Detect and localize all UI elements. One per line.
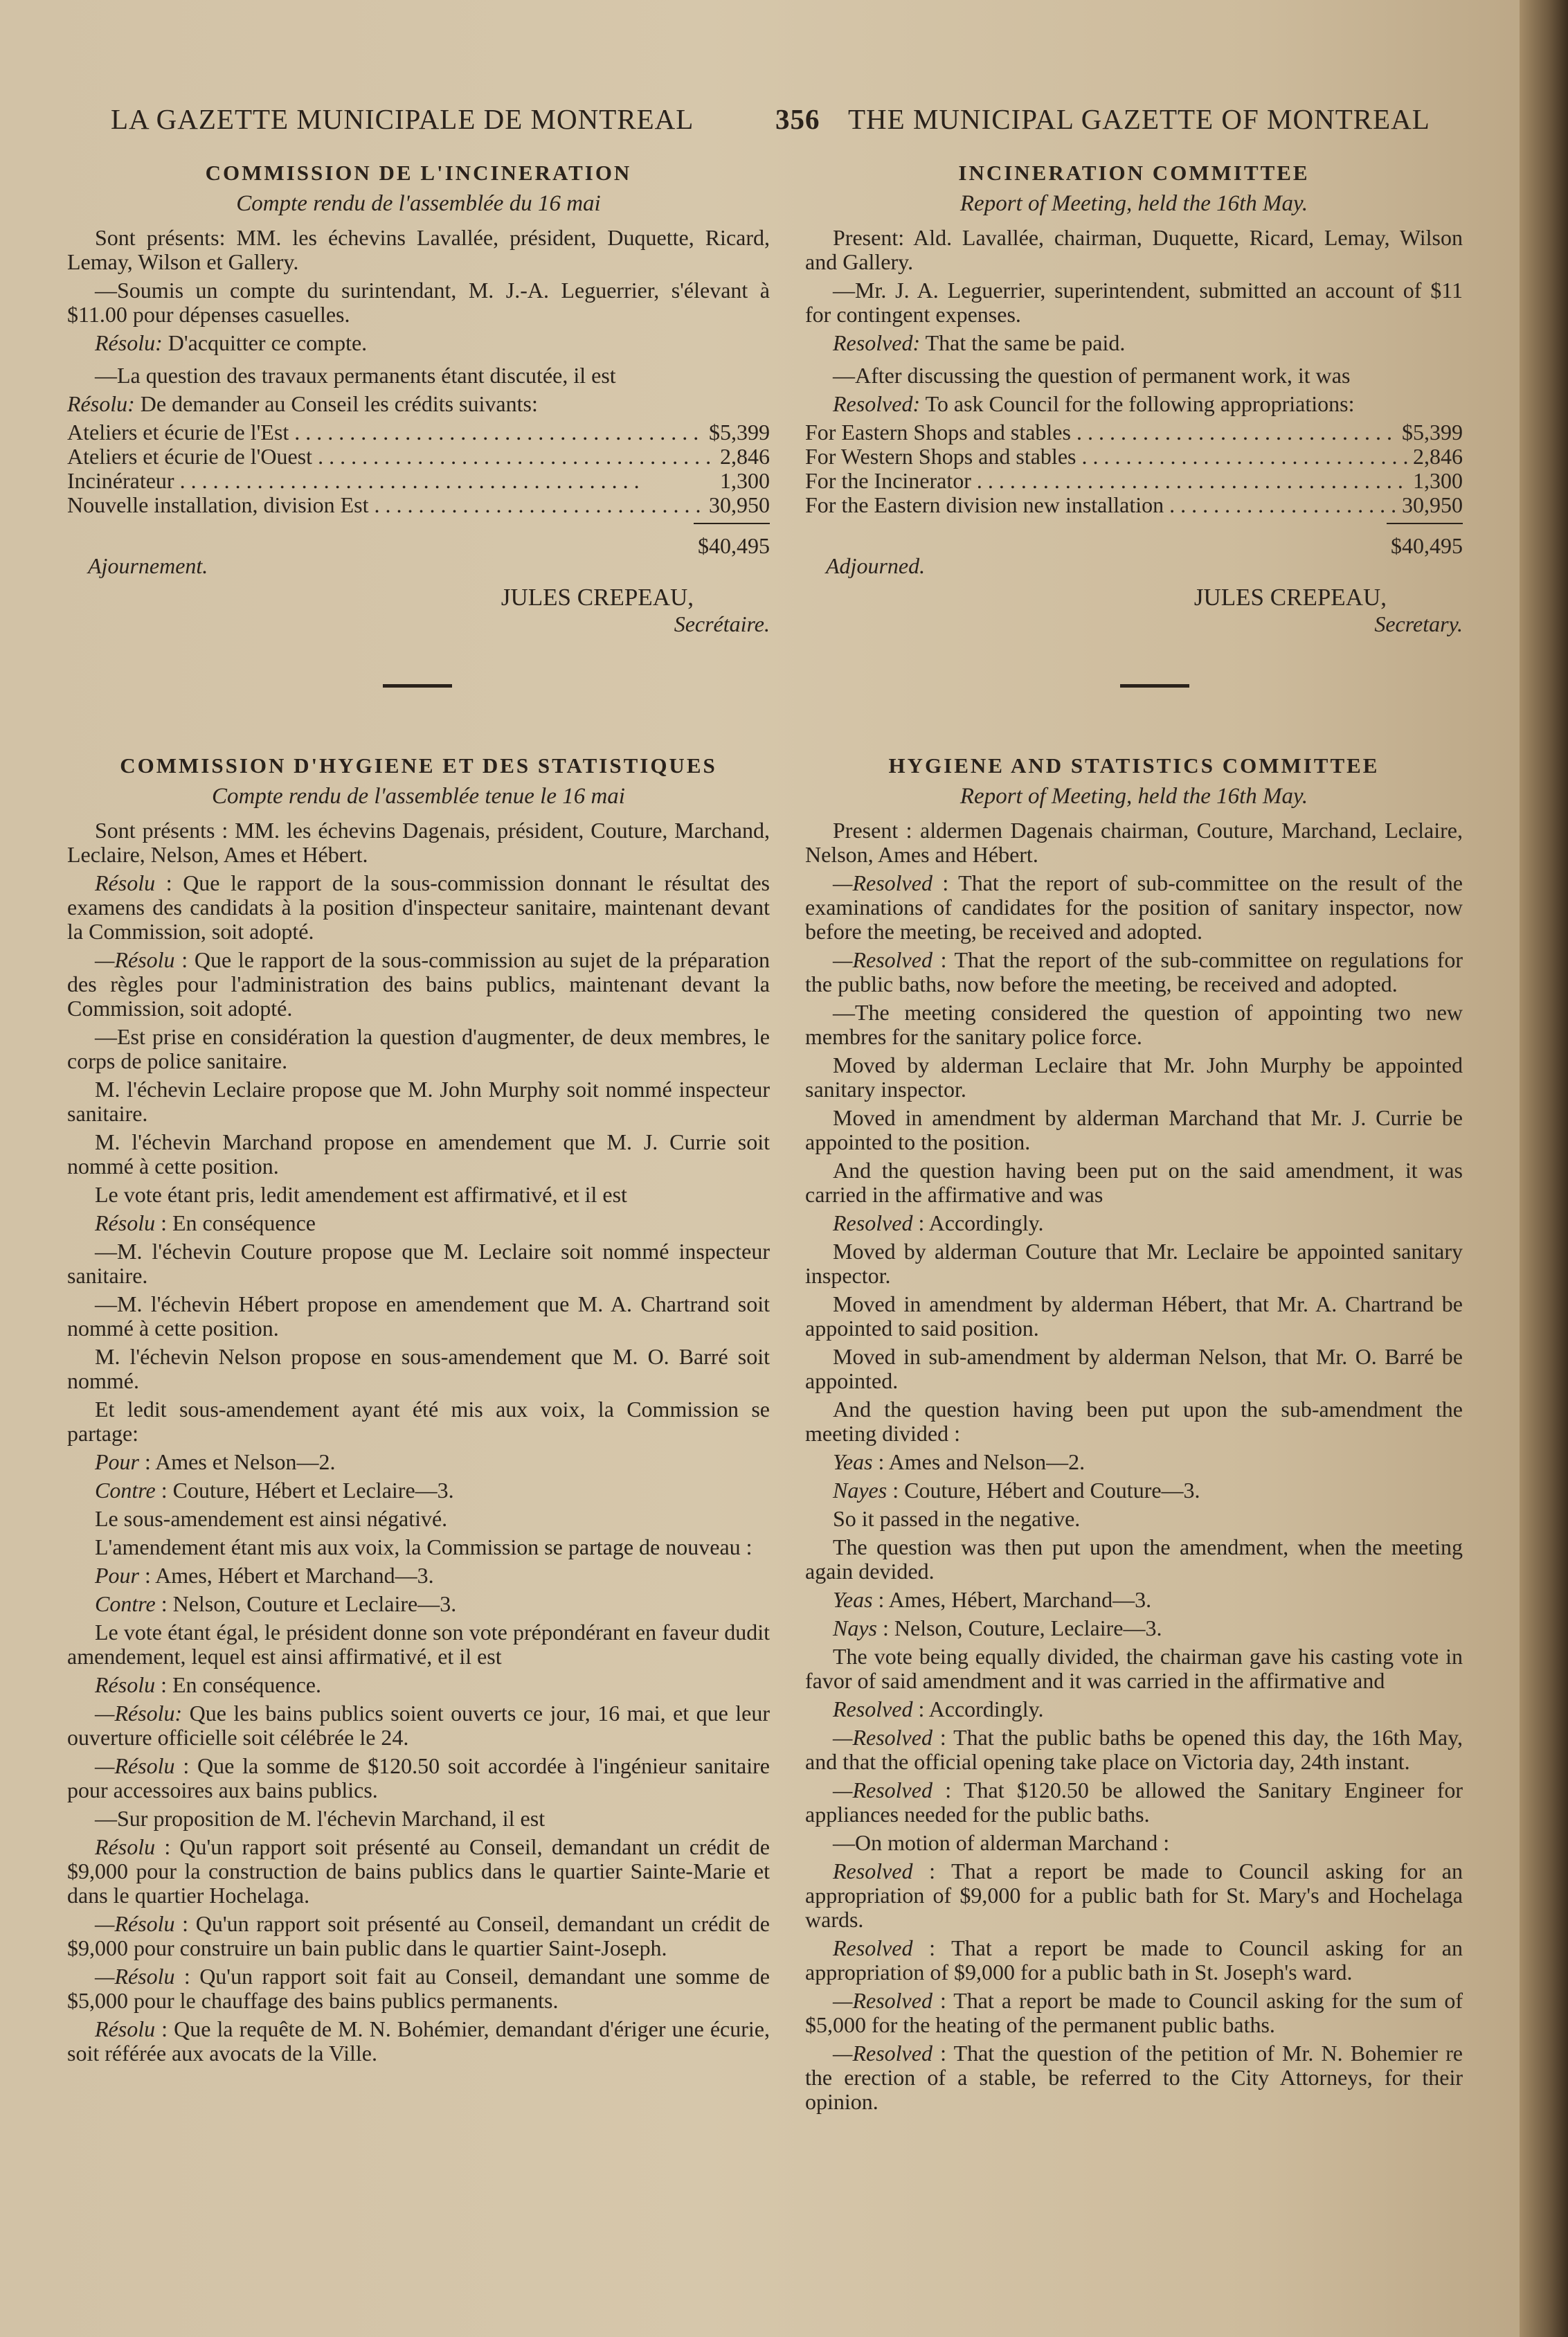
motion-label: Contre [95, 1591, 156, 1616]
motion-label: —Resolved [833, 1988, 932, 2013]
motion-text: : Accordingly. [912, 1696, 1044, 1721]
motion-text: —On motion of alderman Marchand : [833, 1830, 1170, 1855]
motion-text: Moved by alderman Couture that Mr. Leclaire be appointed sanitary inspector. [805, 1239, 1463, 1288]
minutes-paragraph [805, 2041, 1463, 2114]
motion-text: M. l'échevin Marchand propose en amendement que M. J. Currie soit nommé à cette position. [67, 1129, 770, 1179]
minutes-paragraph [805, 1397, 1463, 1446]
minutes-paragraph [805, 1507, 1463, 1531]
motion-text: : Que le rapport de la sous-commission au sujet de la préparation des règles pour l'administration des bains publics, maintenant devant la Commission, soit adopté. [67, 947, 770, 1021]
resolved-text: De demander au Conseil les crédits suivants: [134, 391, 538, 416]
resolved-label: Resolved: [833, 330, 921, 355]
motion-text: Le sous-amendement est ainsi négativé. [95, 1506, 448, 1531]
motion-text: : That the report of sub-committee on the result of the examinations of candidates for the position of sanitary inspector, now before the meeting, be received and adopted. [805, 870, 1463, 944]
appropriation-row [67, 493, 770, 517]
motion-text: And the question having been put upon the sub-amendment the meeting divided : [805, 1397, 1463, 1446]
motion-text: : En conséquence. [155, 1672, 321, 1697]
en-incin-adjourn: Adjourned. [826, 553, 926, 578]
motion-label: Contre [95, 1478, 156, 1503]
resolved-text: That the same be paid. [920, 330, 1126, 355]
minutes-paragraph [805, 1778, 1463, 1827]
resolved-label: Résolu: [67, 391, 135, 416]
minutes-paragraph [67, 1239, 770, 1288]
appropriation-row [67, 445, 770, 469]
fr-hyg-subtitle: Compte rendu de l'assemblée tenue le 16 mai [212, 784, 625, 809]
header-left-title: LA GAZETTE MUNICIPALE DE MONTREAL [111, 103, 694, 135]
minutes-paragraph [805, 1831, 1463, 1855]
en-incin-sig-title: Secretary. [1374, 611, 1463, 636]
motion-text: : Ames et Nelson—2. [139, 1449, 336, 1474]
minutes-paragraph [67, 1292, 770, 1341]
motion-label: —Résolu [95, 1753, 175, 1778]
fr-incin-present: Sont présents: MM. les échevins Lavallée, président, Duquette, Ricard, Lemay, Wilson et Gallery. [67, 225, 770, 274]
en-section-divider [1120, 684, 1189, 688]
minutes-paragraph [67, 1835, 770, 1908]
motion-text: : Accordingly. [912, 1210, 1044, 1235]
motion-text: : Qu'un rapport soit présenté au Conseil, demandant un crédit de $9,000 pour la construction de bains publics dans le quartier Sainte-Marie et dans le quartier Hochelaga. [67, 1834, 770, 1908]
minutes-paragraph [67, 1912, 770, 1960]
motion-text: —The meeting considered the question of appointing two new membres for the sanitary police force. [805, 1000, 1463, 1049]
motion-text: —M. l'échevin Couture propose que M. Leclaire soit nommé inspecteur sanitaire. [67, 1239, 770, 1288]
minutes-paragraph [67, 1507, 770, 1531]
motion-text: : Ames, Hébert, Marchand—3. [872, 1587, 1152, 1612]
motion-label: Resolved [833, 1210, 913, 1235]
motion-label: Yeas [833, 1449, 873, 1474]
motion-label: —Résolu: [95, 1701, 183, 1726]
fr-incin-account: —Soumis un compte du surintendant, M. J.-A. Leguerrier, s'élevant à $11.00 pour dépenses casuelles. [67, 278, 770, 327]
appropriation-amount: 30,950 [709, 492, 770, 517]
motion-label: Resolved [833, 1935, 913, 1960]
minutes-paragraph [67, 1701, 770, 1750]
minutes-paragraph [805, 871, 1463, 944]
minutes-paragraph [67, 871, 770, 944]
en-incineration-section [805, 161, 1463, 636]
appropriation-label: For the Incinerator . . . [805, 469, 1407, 493]
minutes-paragraph [67, 1564, 770, 1588]
motion-text: Le vote étant pris, ledit amendement est affirmativé, et il est [95, 1182, 627, 1207]
motion-text: Moved in sub-amendment by alderman Nelson, that Mr. O. Barré be appointed. [805, 1344, 1463, 1393]
motion-text: Que les bains publics soient ouverts ce jour, 16 mai, et que leur ouverture officielle soit célébrée le 24. [67, 1701, 770, 1750]
motion-text: : Que la somme de $120.50 soit accordée à l'ingénieur sanitaire pour accessoires aux bains publics. [67, 1753, 770, 1802]
appropriation-row [67, 420, 770, 445]
minutes-paragraph [67, 1478, 770, 1503]
motion-text: : That a report be made to Council asking for the sum of $5,000 for the heating of the permanent public baths. [805, 1988, 1463, 2037]
appropriation-label: For Western Shops and stables . . . [805, 445, 1407, 469]
appropriation-row [67, 469, 770, 493]
en-hyg-paragraphs [805, 818, 1463, 2114]
minutes-paragraph [805, 1292, 1463, 1341]
total-rule [694, 523, 770, 524]
motion-text: : Couture, Hébert and Couture—3. [887, 1478, 1200, 1503]
motion-text: —Est prise en considération la question d'augmenter, de deux membres, le corps de police sanitaire. [67, 1024, 770, 1073]
en-hyg-title: HYGIENE AND STATISTICS COMMITTEE [888, 753, 1380, 778]
motion-text: : Qu'un rapport soit présenté au Conseil, demandant un crédit de $9,000 pour construire un bain public dans le quartier Saint-Joseph. [67, 1911, 770, 1960]
motion-label: Resolved [833, 1859, 913, 1883]
minutes-paragraph [67, 1807, 770, 1831]
motion-label: Résolu [95, 1834, 156, 1859]
minutes-paragraph [67, 1673, 770, 1697]
minutes-paragraph [67, 1130, 770, 1179]
motion-text: : That $120.50 be allowed the Sanitary Engineer for appliances needed for the public baths. [805, 1778, 1463, 1827]
minutes-paragraph [805, 1989, 1463, 2037]
minutes-paragraph [67, 1025, 770, 1073]
motion-text: M. l'échevin Nelson propose en sous-amendement que M. O. Barré soit nommé. [67, 1344, 770, 1393]
appropriation-label: For the Eastern division new installation . . . [805, 493, 1396, 517]
motion-label: —Resolved [833, 1778, 932, 1802]
fr-section-divider [383, 684, 452, 688]
fr-incin-resolved-2 [67, 392, 770, 416]
motion-label: Résolu [95, 870, 156, 895]
fr-incin-signature: JULES CREPEAU, [501, 584, 694, 611]
en-incin-resolved-1 [805, 331, 1463, 355]
motion-label: —Resolved [833, 870, 932, 895]
motion-text: Et ledit sous-amendement ayant été mis aux voix, la Commission se partage: [67, 1397, 770, 1446]
minutes-paragraph [805, 818, 1463, 867]
motion-text: And the question having been put on the said amendment, it was carried in the affirmative and was [805, 1158, 1463, 1207]
fr-incin-appropriations [67, 420, 770, 558]
motion-label: Pour [95, 1449, 139, 1474]
motion-label: —Résolu [95, 1911, 175, 1936]
motion-label: —Resolved [833, 2041, 932, 2066]
minutes-paragraph [67, 1535, 770, 1559]
appropriation-amount: $5,399 [1402, 420, 1463, 445]
fr-hyg-paragraphs [67, 818, 770, 2066]
motion-text: : That the public baths be opened this day, the 16th May, and that the official opening take place on Victoria day, 24th instant. [805, 1725, 1463, 1774]
motion-text: : Nelson, Couture, Leclaire—3. [877, 1615, 1162, 1640]
minutes-paragraph [805, 1726, 1463, 1774]
minutes-paragraph [67, 1754, 770, 1802]
motion-text: : Ames, Hébert et Marchand—3. [139, 1563, 434, 1588]
motion-text: : Ames and Nelson—2. [872, 1449, 1085, 1474]
motion-text: The vote being equally divided, the chairman gave his casting vote in favor of said amendment and it was carried in the affirmative and [805, 1644, 1463, 1693]
appropriation-label: Ateliers et écurie de l'Ouest . . . [67, 445, 714, 469]
minutes-paragraph [805, 1450, 1463, 1474]
motion-text: So it passed in the negative. [833, 1506, 1081, 1531]
minutes-paragraph [67, 1077, 770, 1126]
minutes-paragraph [805, 1239, 1463, 1288]
en-hyg-subtitle: Report of Meeting, held the 16th May. [959, 784, 1308, 809]
en-incin-resolved-2 [805, 392, 1463, 416]
en-incin-account: —Mr. J. A. Leguerrier, superintendent, submitted an account of $11 for contingent expenses. [805, 278, 1463, 327]
en-incin-appropriations [805, 420, 1463, 558]
minutes-paragraph [805, 1645, 1463, 1693]
resolved-label: Résolu: [95, 330, 163, 355]
motion-text: The question was then put upon the amendment, when the meeting again devided. [805, 1534, 1463, 1584]
resolved-text: To ask Council for the following appropriations: [920, 391, 1355, 416]
resolved-text: D'acquitter ce compte. [162, 330, 368, 355]
motion-text: : Que le rapport de la sous-commission donnant le résultat des examens des candidats à la position d'inspecteur sanitaire, maintenant devant la Commission, soit adopté. [67, 870, 770, 944]
motion-text: M. l'échevin Leclaire propose que M. John Murphy soit nommé inspecteur sanitaire. [67, 1077, 770, 1126]
fr-incineration-section [67, 161, 770, 636]
minutes-paragraph [805, 1106, 1463, 1154]
motion-label: Résolu [95, 2016, 156, 2041]
motion-text: Moved by alderman Leclaire that Mr. John Murphy be appointed sanitary inspector. [805, 1053, 1463, 1102]
minutes-paragraph [67, 1345, 770, 1393]
minutes-paragraph [805, 1345, 1463, 1393]
minutes-paragraph [805, 1211, 1463, 1235]
appropriation-label: Ateliers et écurie de l'Est . . . [67, 420, 703, 445]
minutes-paragraph [67, 1964, 770, 2013]
minutes-paragraph [67, 818, 770, 867]
en-incin-present: Present: Ald. Lavallée, chairman, Duquette, Ricard, Lemay, Wilson and Gallery. [805, 225, 1463, 274]
fr-incin-total: $40,495 [698, 533, 770, 558]
fr-incin-subtitle: Compte rendu de l'assemblée du 16 mai [236, 191, 601, 216]
motion-text: —Sur proposition de M. l'échevin Marchand, il est [95, 1806, 546, 1831]
motion-label: —Résolu [95, 1964, 175, 1989]
motion-text: Present : aldermen Dagenais chairman, Couture, Marchand, Leclaire, Nelson, Ames and Hébert. [805, 818, 1463, 867]
appropriation-amount: 2,846 [720, 444, 770, 469]
motion-text: : That a report be made to Council asking for an appropriation of $9,000 for a public bath for St. Mary's and Hochelaga wards. [805, 1859, 1463, 1932]
appropriation-row [805, 493, 1463, 517]
motion-label: —Résolu [95, 947, 175, 972]
appropriation-row [805, 420, 1463, 445]
fr-hyg-title: COMMISSION D'HYGIENE ET DES STATISTIQUES [120, 753, 717, 778]
appropriation-row [805, 445, 1463, 469]
motion-label: Résolu [95, 1210, 156, 1235]
minutes-paragraph [67, 1592, 770, 1616]
minutes-paragraph [67, 1450, 770, 1474]
motion-label: Nays [833, 1615, 877, 1640]
appropriation-label: Incinérateur . . . [67, 469, 714, 493]
fr-incin-sig-title: Secrétaire. [674, 611, 770, 636]
fr-hygiene-section [67, 753, 770, 2070]
minutes-paragraph [805, 1697, 1463, 1721]
motion-text: : En conséquence [155, 1210, 316, 1235]
minutes-paragraph [805, 1936, 1463, 1985]
motion-text: : That the report of the sub-committee on regulations for the public baths, now before the meeting, be received and adopted. [805, 947, 1463, 996]
minutes-paragraph [67, 2017, 770, 2066]
motion-text: Le vote étant égal, le président donne son vote prépondérant en faveur dudit amendement, lequel est ainsi affirmativé, et il est [67, 1620, 770, 1669]
page-number: 356 [775, 103, 820, 135]
page-edge-shadow [1520, 0, 1568, 2337]
appropriation-amount: 1,300 [720, 468, 770, 493]
minutes-paragraph [67, 948, 770, 1021]
fr-incin-adjourn: Ajournement. [88, 553, 208, 578]
fr-incin-title: COMMISSION DE L'INCINERATION [205, 161, 632, 185]
minutes-paragraph [805, 1535, 1463, 1584]
minutes-paragraph [67, 1620, 770, 1669]
en-incin-question: —After discussing the question of permanent work, it was [833, 363, 1351, 388]
motion-text: L'amendement étant mis aux voix, la Commission se partage de nouveau : [95, 1534, 753, 1559]
minutes-paragraph [805, 1053, 1463, 1102]
appropriation-amount: $5,399 [709, 420, 770, 445]
minutes-paragraph [805, 1616, 1463, 1640]
appropriation-label: Nouvelle installation, division Est . . . [67, 493, 703, 517]
resolved-label: Resolved: [833, 391, 921, 416]
motion-text: : Qu'un rapport soit fait au Conseil, demandant une somme de $5,000 pour le chauffage des bains publics permanents. [67, 1964, 770, 2013]
appropriation-row [805, 469, 1463, 493]
minutes-paragraph [805, 948, 1463, 996]
motion-label: Yeas [833, 1587, 873, 1612]
en-hygiene-section [805, 753, 1463, 2118]
motion-text: : Couture, Hébert et Leclaire—3. [155, 1478, 454, 1503]
motion-text: : That the question of the petition of Mr. N. Bohemier re the erection of a stable, be referred to the City Attorneys, for their opinion. [805, 2041, 1463, 2114]
total-rule [1387, 523, 1463, 524]
appropriation-amount: 2,846 [1413, 444, 1463, 469]
minutes-paragraph [805, 1001, 1463, 1049]
motion-label: Nayes [833, 1478, 887, 1503]
header-right-title: THE MUNICIPAL GAZETTE OF MONTREAL [848, 103, 1430, 135]
minutes-paragraph [67, 1397, 770, 1446]
motion-text: : Nelson, Couture et Leclaire—3. [155, 1591, 457, 1616]
motion-text: : That a report be made to Council asking for an appropriation of $9,000 for a public bath in St. Joseph's ward. [805, 1935, 1463, 1985]
motion-label: —Resolved [833, 1725, 932, 1750]
minutes-paragraph [805, 1588, 1463, 1612]
en-incin-total: $40,495 [1391, 533, 1463, 558]
minutes-paragraph [805, 1158, 1463, 1207]
minutes-paragraph [805, 1478, 1463, 1503]
en-incin-subtitle: Report of Meeting, held the 16th May. [959, 191, 1308, 216]
motion-label: Pour [95, 1563, 139, 1588]
en-incin-signature: JULES CREPEAU, [1193, 584, 1387, 611]
motion-text: Moved in amendment by alderman Hébert, that Mr. A. Chartrand be appointed to said position. [805, 1291, 1463, 1341]
motion-label: Résolu [95, 1672, 156, 1697]
motion-label: Resolved [833, 1696, 913, 1721]
minutes-paragraph [67, 1183, 770, 1207]
motion-text: Moved in amendment by alderman Marchand that Mr. J. Currie be appointed to the position. [805, 1105, 1463, 1154]
motion-text: Sont présents : MM. les échevins Dagenais, président, Couture, Marchand, Leclaire, Nelson, Ames et Hébert. [67, 818, 770, 867]
fr-incin-resolved-1 [67, 331, 770, 355]
appropriation-amount: 30,950 [1402, 492, 1463, 517]
appropriation-amount: 1,300 [1413, 468, 1463, 493]
minutes-paragraph [805, 1859, 1463, 1932]
minutes-paragraph [67, 1211, 770, 1235]
motion-label: —Resolved [833, 947, 932, 972]
fr-incin-question: —La question des travaux permanents étant discutée, il est [95, 363, 616, 388]
en-incin-title: INCINERATION COMMITTEE [958, 161, 1310, 185]
appropriation-label: For Eastern Shops and stables . . . [805, 420, 1396, 445]
motion-text: : Que la requête de M. N. Bohémier, demandant d'ériger une écurie, soit référée aux avocats de la Ville. [67, 2016, 770, 2066]
motion-text: —M. l'échevin Hébert propose en amendement que M. A. Chartrand soit nommé à cette position. [67, 1291, 770, 1341]
